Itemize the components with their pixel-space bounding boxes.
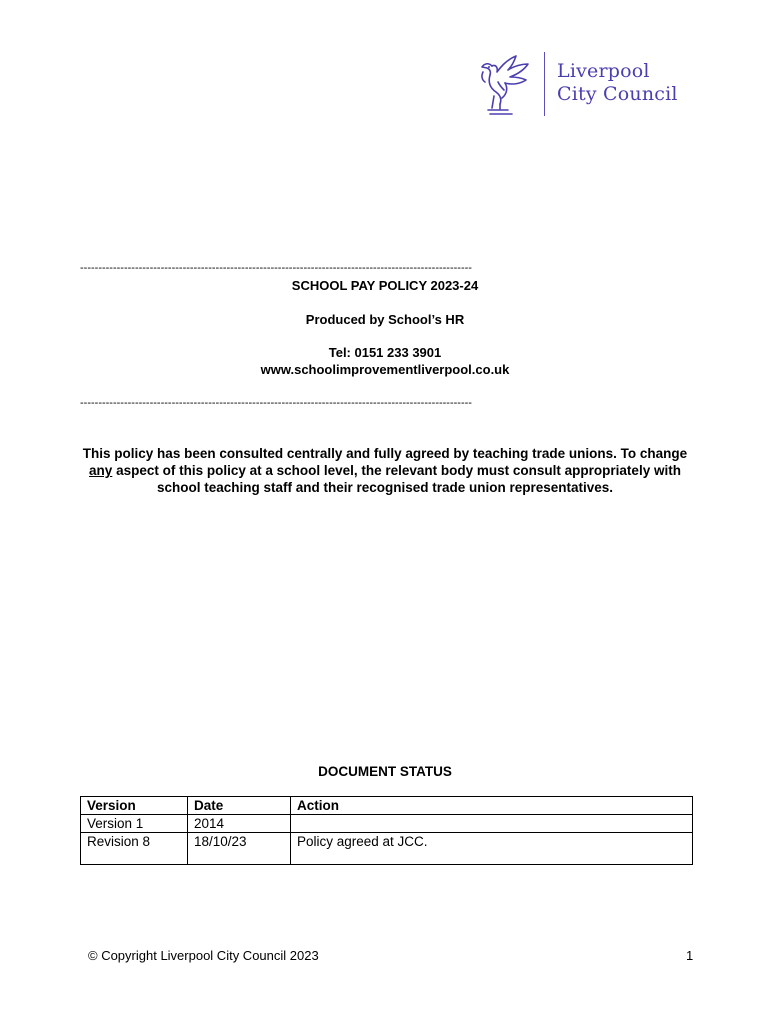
website-link[interactable]: www.schoolimprovementliverpool.co.uk xyxy=(260,362,510,377)
table-cell-date: 18/10/23 xyxy=(188,833,291,865)
council-name-line1: Liverpool xyxy=(557,60,650,82)
table-cell-action: Policy agreed at JCC. xyxy=(291,833,693,865)
table-cell-version: Revision 8 xyxy=(81,833,188,865)
policy-title: SCHOOL PAY POLICY 2023-24 xyxy=(291,278,479,293)
footer-copyright: © Copyright Liverpool City Council 2023 xyxy=(88,948,319,963)
consultation-notice xyxy=(80,445,690,496)
council-logo xyxy=(478,50,698,118)
column-header-action: Action xyxy=(291,797,693,815)
document-status-heading: DOCUMENT STATUS xyxy=(318,764,452,779)
produced-by: Produced by School’s HR xyxy=(305,312,465,327)
logo-divider xyxy=(544,52,545,116)
notice-text-part1: This policy has been consulted centrally and fully agreed by teaching trade unions. To change xyxy=(82,446,688,461)
telephone: Tel: 0151 233 3901 xyxy=(328,345,442,360)
table-row xyxy=(81,815,693,833)
council-name-line2: City Council xyxy=(557,83,678,105)
top-dashed-separator: ----------------------------------------------------------------------------------------------------------- xyxy=(80,262,472,274)
council-name xyxy=(557,60,678,106)
table-cell-action xyxy=(291,815,693,833)
column-header-date: Date xyxy=(188,797,291,815)
column-header-version: Version xyxy=(81,797,188,815)
table-cell-date: 2014 xyxy=(188,815,291,833)
bottom-dashed-separator: ----------------------------------------------------------------------------------------------------------- xyxy=(80,397,472,409)
page-number: 1 xyxy=(686,948,694,963)
table-row xyxy=(81,833,693,865)
notice-text-part2: aspect of this policy at a school level, the relevant body must consult appropriately with school teaching staff and their recognised trade union representatives. xyxy=(112,463,681,495)
table-header-row xyxy=(81,797,693,815)
notice-emphasis: any xyxy=(89,463,113,478)
table-cell-version: Version 1 xyxy=(81,815,188,833)
document-status-table xyxy=(80,796,693,865)
liver-bird-icon xyxy=(478,52,536,116)
